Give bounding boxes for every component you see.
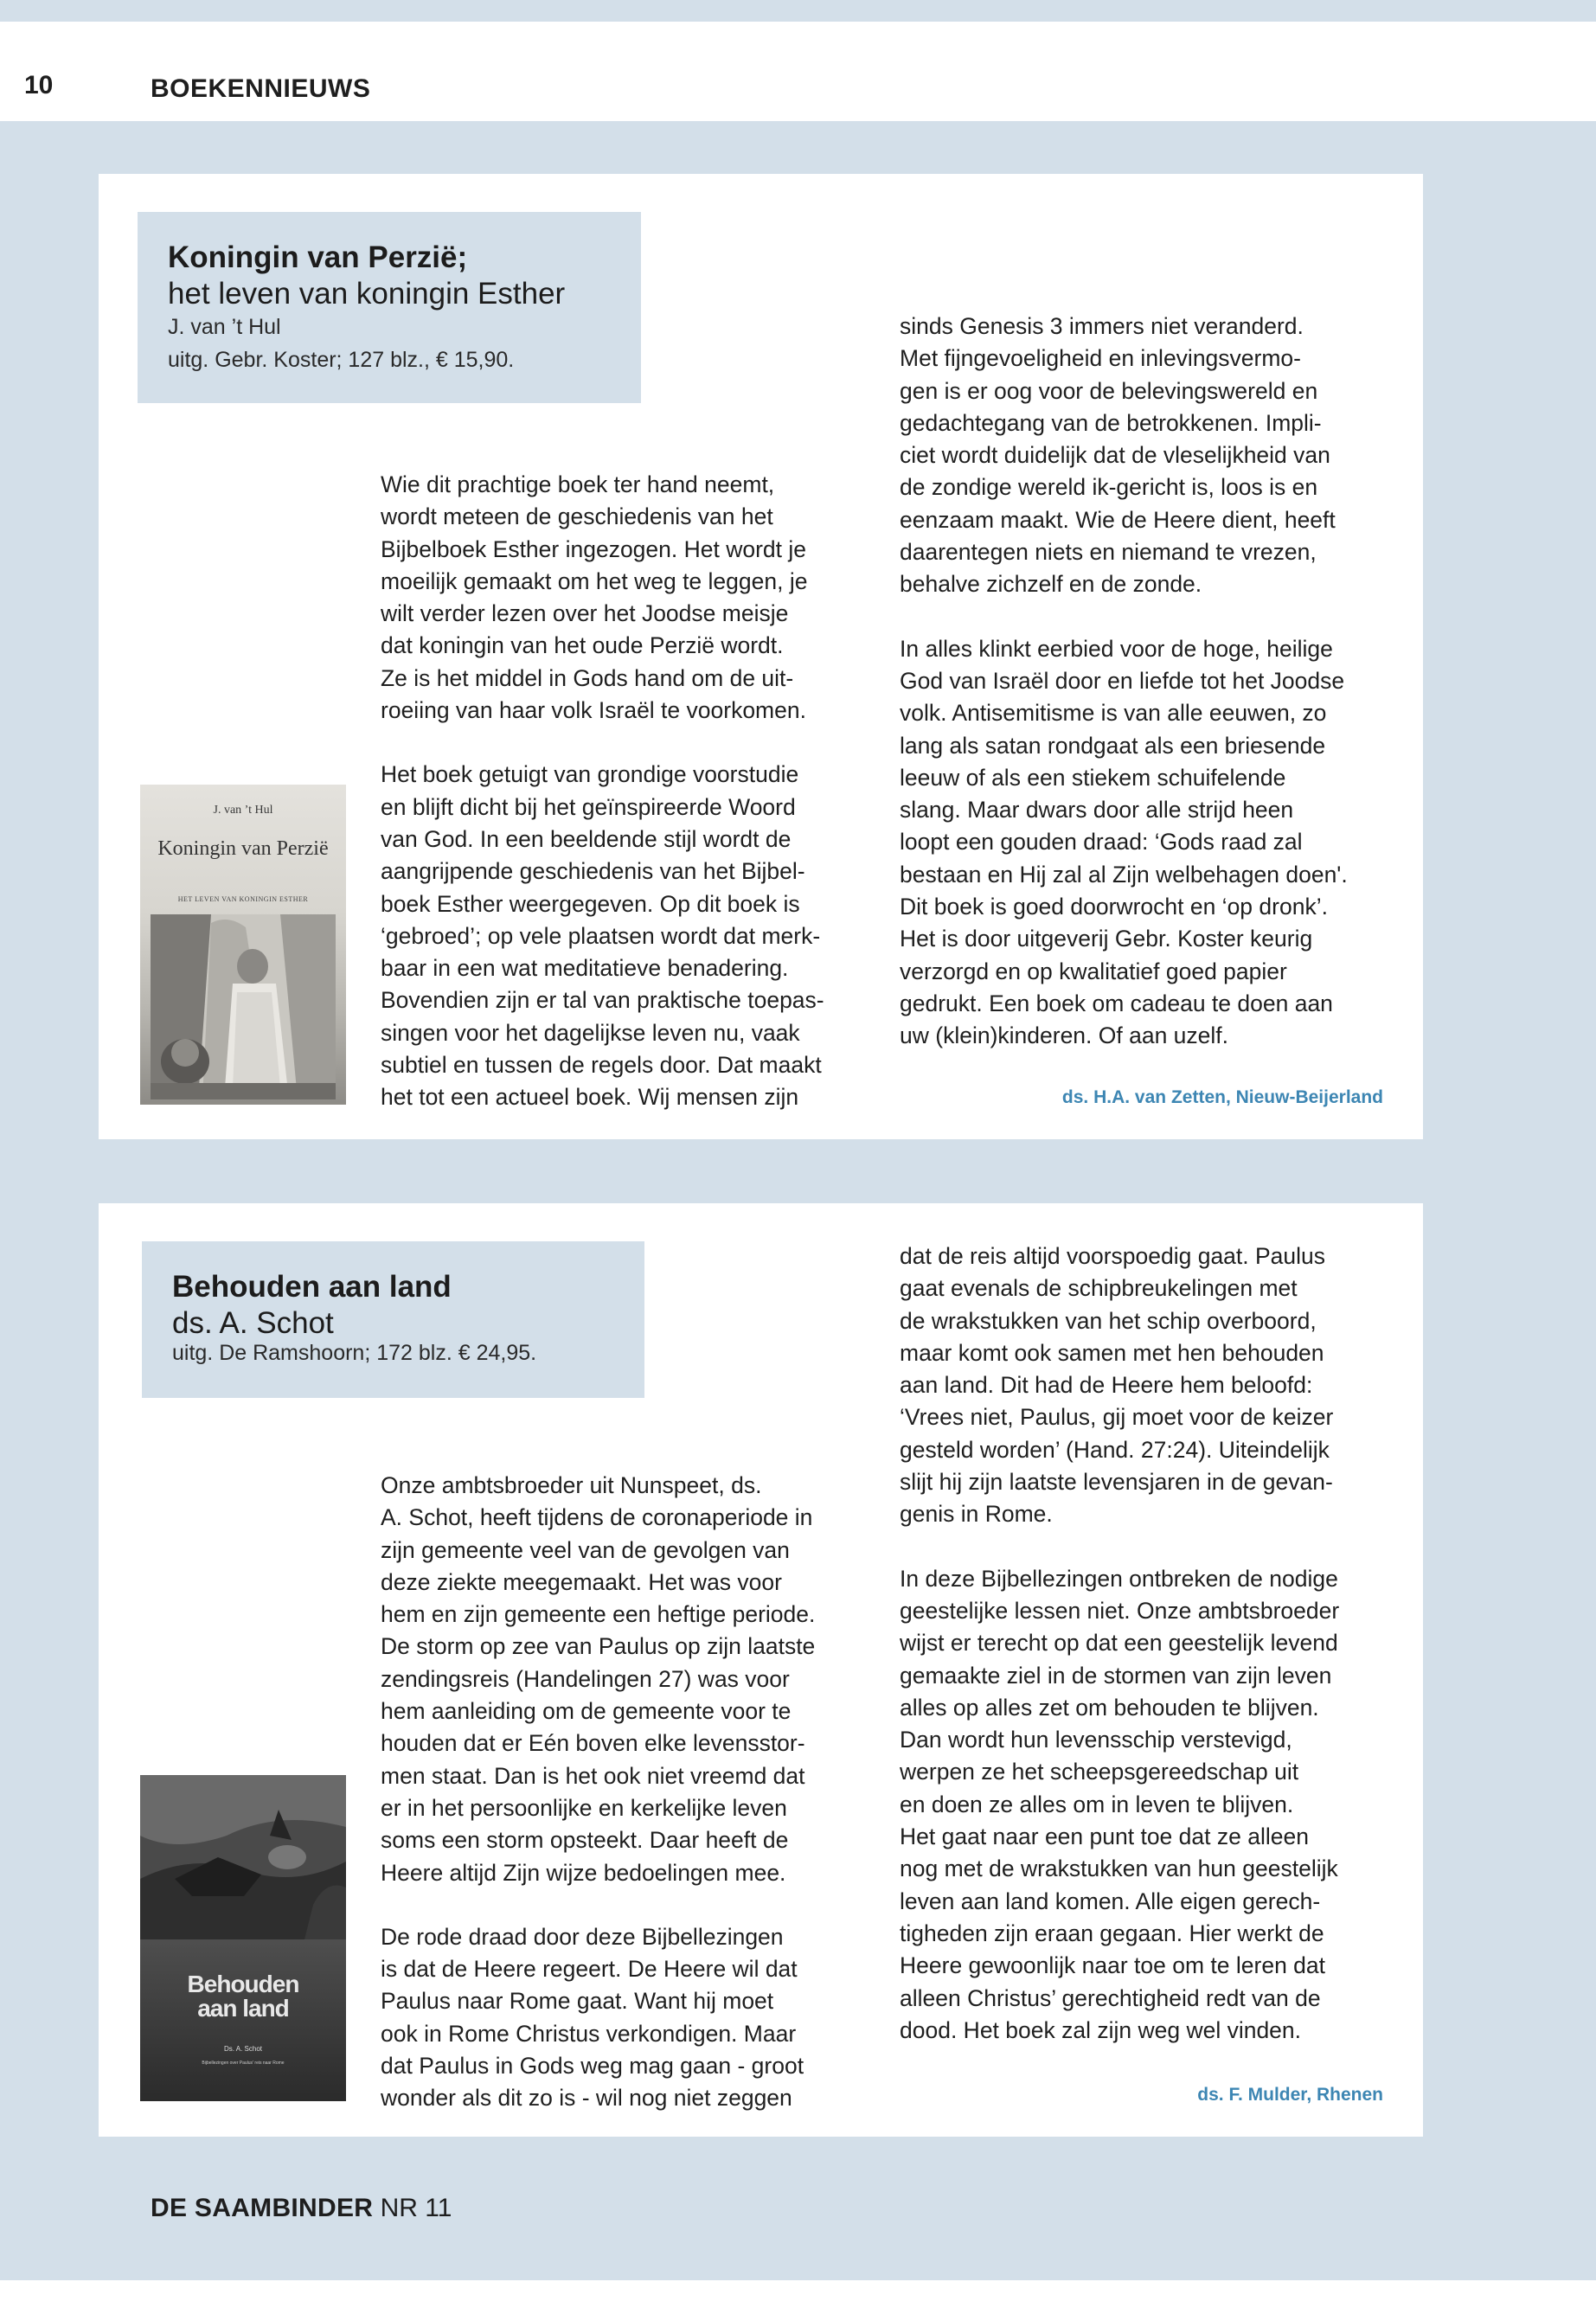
paragraph: Wie dit prachtige boek ter hand neemt, wordt meteen de geschiedenis van het Bijbelboek Esther ingezogen. Het wordt je moeilijk gemaakt om het weg te leggen, je wilt verder lezen over het Joodse meisje dat koningin van het oude Perzië wordt. Ze is het middel in Gods hand om de uit- roeiing van haar volk Israël te voorkomen.	[381, 471, 808, 724]
section-title: BOEKENNIEUWS	[151, 74, 371, 103]
cover-author: Ds. A. Schot	[223, 2045, 263, 2053]
magazine-name: DE SAAMBINDER	[151, 2194, 374, 2222]
book-publisher: uitg. Gebr. Koster; 127 blz., € 15,90.	[168, 348, 515, 372]
book-subtitle: ds. A. Schot	[172, 1306, 334, 1340]
book-subtitle: het leven van koningin Esther	[168, 277, 566, 311]
review-card-esther	[99, 174, 1423, 1139]
review-text-column-right	[900, 1240, 1393, 2047]
book-cover-image	[140, 785, 346, 1105]
cover-illustration	[140, 1775, 346, 1939]
book-info-box	[138, 212, 641, 403]
cover-subtitle: HET LEVEN VAN KONINGIN ESTHER	[177, 895, 309, 903]
paragraph: dat de reis altijd voorspoedig gaat. Paulus gaat evenals de schipbreukelingen met de wrakstukken van het schip overboord, maar komt ook samen met hen behouden aan land. Dit had de Heere hem beloofd: ‘Vrees niet, Paulus, gij moet voor de keizer gesteld worden’ (Hand. 27:24). Uiteindelijk slijt hij zijn laatste levensjaren in de gevan- genis in Rome.	[900, 1243, 1334, 1528]
cover-title-line: Behouden	[187, 1971, 299, 1997]
cover-title-line: aan land	[197, 1995, 289, 2022]
review-text-column-left	[381, 469, 865, 1114]
book-publisher: uitg. De Ramshoorn; 172 blz. € 24,95.	[172, 1341, 537, 1365]
cover-subtitle: Bijbellezingen over Paulus' reis naar Rome	[202, 2061, 285, 2066]
paragraph: De rode draad door deze Bijbellezingen is dat de Heere regeert. De Heere wil dat Paulus naar Rome gaat. Want hij moet ook in Rome Christus verkondigen. Maar dat Paulus in Gods weg mag gaan - groot wonder als dit zo is - wil nog niet zeggen	[381, 1923, 804, 2112]
cover-illustration	[151, 914, 336, 1099]
reviewer-signature: ds. H.A. van Zetten, Nieuw-Beijerland	[1061, 1087, 1383, 1107]
review-text-column-right	[900, 311, 1393, 1053]
paragraph: In deze Bijbellezingen ontbreken de nodige geestelijke lessen niet. Onze ambtsbroeder wijst er terecht op dat een geestelijk levend gemaakte ziel in de stormen van zijn leven alles op alles zet om behouden te blijven. Dan wordt hun levensschip verstevigd, werpen ze het scheepsgereedschap uit en doen ze alles om in leven te blijven. Het gaat naar een punt toe dat ze alleen nog met de wrakstukken van hun geestelijk leven aan land komen. Alle eigen gerech- tigheden zijn eraan gegaan. Hier werkt de Heere gewoonlijk naar toe om te leren dat alleen Christus’ gerechtigheid redt van de dood. Het boek zal zijn weg wel vinden.	[900, 1565, 1340, 2043]
reviewer-signature: ds. F. Mulder, Rhenen	[1197, 2085, 1383, 2105]
paragraph: Het boek getuigt van grondige voorstudie en blijft dicht bij het geïnspireerde Woord van God. In een beeldende stijl wordt de aangrijpende geschiedenis van het Bijbel- boek Esther weergegeven. Op dit boek is ‘gebroed’; op vele plaatsen wordt dat merk- baar in een wat meditatieve benadering. Bovendien zijn er tal van praktische toepas- singen voor het dagelijkse leven nu, vaak subtiel en tussen de regels door. Dat maakt het tot een actueel boek. Wij mensen zijn	[381, 761, 824, 1111]
header-bar	[98, 22, 1596, 121]
book-title: Koningin van Perzië;	[168, 240, 468, 274]
book-cover-image	[140, 1775, 346, 2101]
issue-number: NR 11	[380, 2194, 452, 2222]
review-card-behouden	[99, 1203, 1423, 2137]
paragraph: sinds Genesis 3 immers niet veranderd. Met fijngevoeligheid en inlevingsvermo- gen is er oog voor de belevingswereld en gedachtegang van de betrokkenen. Impli- ciet wordt duidelijk dat de vleselijkheid van de zondige wereld ik-gericht is, loos is en eenzaam maakt. Wie de Heere dient, heeft daarentegen niets en niemand te vrezen, behalve zichzelf en de zonde.	[900, 313, 1336, 598]
review-text-column-left	[381, 1470, 865, 2115]
paragraph: Onze ambtsbroeder uit Nunspeet, ds. A. Schot, heeft tijdens de coronaperiode in zijn gemeente veel van de gevolgen van deze ziekte meegemaakt. Het was voor hem en zijn gemeente een heftige periode. De storm op zee van Paulus op zijn laatste zendingsreis (Handelingen 27) was voor hem aanleiding om de gemeente voor te houden dat er Eén boven elke levensstor- men staat. Dan is het ook niet vreemd dat er in het persoonlijke en kerkelijke leven soms een storm opsteekt. Daar heeft de Heere altijd Zijn wijze bedoelingen mee.	[381, 1472, 816, 1886]
book-author: J. van ’t Hul	[168, 315, 281, 339]
cover-author: J. van ’t Hul	[213, 804, 273, 817]
book-title: Behouden aan land	[172, 1270, 452, 1304]
page-number: 10	[24, 71, 54, 99]
book-info-box	[142, 1241, 644, 1398]
cover-title: Koningin van Perzië	[157, 837, 329, 860]
footer	[151, 2194, 452, 2223]
cover-title	[140, 1972, 346, 2021]
paragraph: In alles klinkt eerbied voor de hoge, heilige God van Israël door en liefde tot het Joodse volk. Antisemitisme is van alle eeuwen, zo lang als satan rondgaat als een briesende leeuw of als een stiekem schuifelende slang. Maar dwars door alle strijd heen loopt een gouden draad: ‘Gods raad zal bestaan en Hij zal al Zijn welbehagen doen'. Dit boek is goed doorwrocht en ‘op dronk’. Het is door uitgeverij Gebr. Koster keurig verzorgd en op kwalitatief goed papier gedrukt. Een boek om cadeau te doen aan uw (klein)kinderen. Of aan uzelf.	[900, 635, 1348, 1049]
